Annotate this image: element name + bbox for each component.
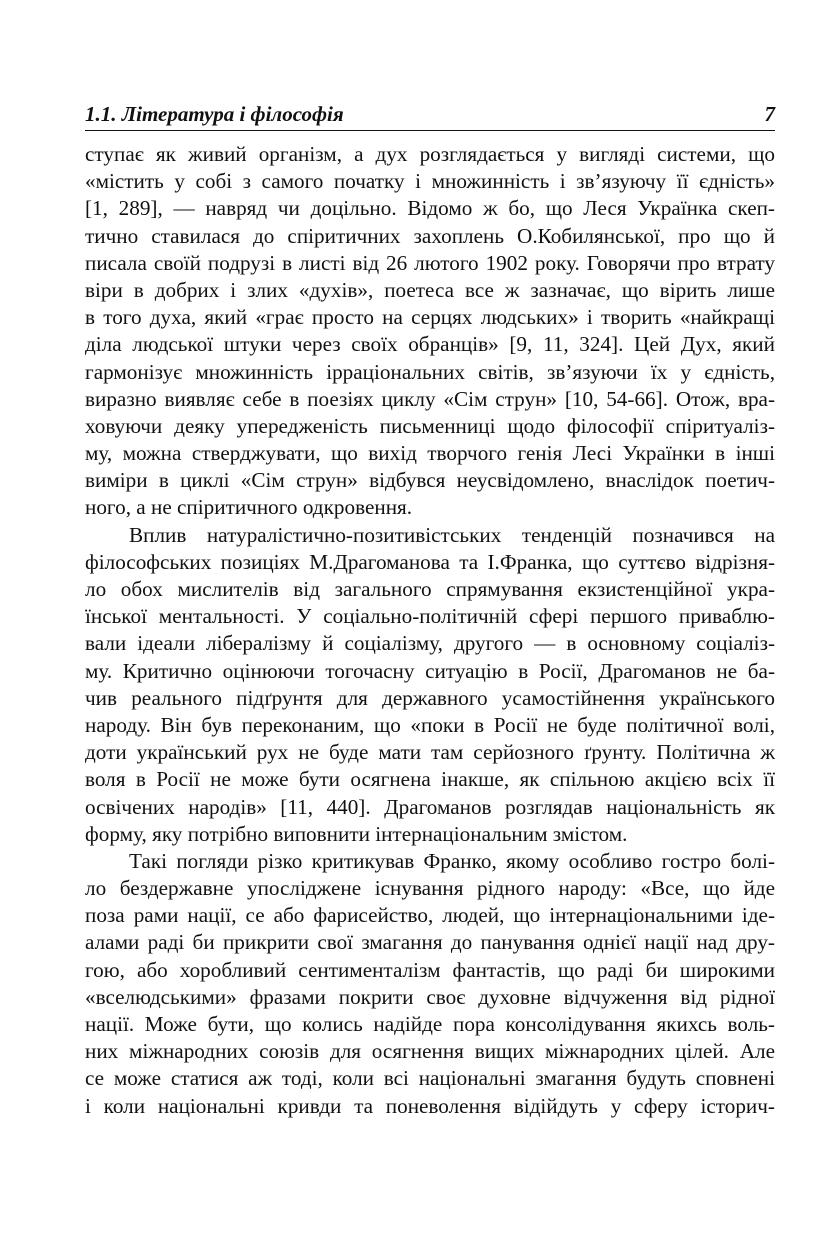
text-line: му. Критично оцінюючи тогочасну ситуацію в Росії, Драгоманов не ба- xyxy=(85,658,775,683)
text-line: гармонізує множинність ірраціональних світів, зв’язуючи їх у єдність, xyxy=(85,359,775,384)
text-line: і коли національні кривди та поневолення відійдуть у сферу історич- xyxy=(85,1093,775,1118)
section-title: 1.1. Література і філософія xyxy=(85,102,344,126)
text-line: воля в Росії не може бути осягнена інакше, як спільною акцією всіх її xyxy=(85,767,775,792)
text-line: ного, а не спіритичного одкровення. xyxy=(85,495,413,520)
text-line: Такі погляди різко критикував Франко, якому особливо гостро болі- xyxy=(129,848,775,873)
text-line: ховуючи деяку упередженість письменниці щодо філософії спіритуаліз- xyxy=(85,413,775,438)
page-number: 7 xyxy=(764,102,775,126)
text-line: доти український рух не буде мати там серйозного ґрунту. Політична ж xyxy=(85,740,775,765)
text-line: віри в добрих і злих «духів», поетеса все ж зазначає, що вірить лише xyxy=(85,277,775,302)
text-line: ло обох мислителів від загального спрямування екзистенційної укра- xyxy=(85,577,775,601)
text-line: форму, яку потрібно виповнити інтернаціональним змістом. xyxy=(85,821,628,846)
body-text xyxy=(85,141,775,1120)
text-line: чив реального підґрунтя для державного усамостійнення українського xyxy=(85,685,775,710)
text-line: тично ставилася до спіритичних захоплень О.Кобилянської, про що й xyxy=(85,223,775,248)
text-line: народу. Він був переконаним, що «поки в Росії не буде політичної волі, xyxy=(85,712,775,737)
text-line: [1, 289], — навряд чи доцільно. Відомо ж бо, що Леся Українка скеп- xyxy=(85,196,775,221)
text-line: нації. Може бути, що колись надійде пора консолідування якихсь воль- xyxy=(85,1012,775,1036)
text-line: писала своїй подрузі в листі від 26 лютого 1902 року. Говорячи про втрату xyxy=(85,250,775,275)
text-line: алами раді би прикрити свої змагання до панування однієї нації над дру- xyxy=(85,930,775,955)
text-line: філософських позиціях М.Драгоманова та І.Франка, що суттєво відрізня- xyxy=(85,549,775,574)
text-line: вали ідеали лібералізму й соціалізму, другого — в основному соціаліз- xyxy=(85,631,775,656)
text-line: них міжнародних союзів для осягнення вищих міжнародних цілей. Але xyxy=(85,1039,775,1064)
text-line: «вселюдськими» фразами покрити своє духовне відчуження від рідної xyxy=(85,984,775,1009)
text-line: їнської ментальності. У соціально-політичній сфері першого приваблю- xyxy=(85,604,775,629)
text-line: виміри в циклі «Сім струн» відбувся неусвідомлено, внаслідок поетич- xyxy=(85,468,775,493)
book-page xyxy=(85,100,775,1120)
text-line: ступає як живий організм, а дух розглядається у вигляді системи, що xyxy=(85,142,775,166)
running-header xyxy=(85,100,775,131)
text-line: му, можна стверджувати, що вихід творчого генія Лесі Українки в інші xyxy=(85,441,775,466)
text-line: в того духа, який «грає просто на серцях людських» і творить «найкращі xyxy=(85,305,775,330)
text-line: се може статися аж тоді, коли всі національні змагання будуть сповнені xyxy=(85,1066,775,1091)
text-line: діла людської штуки через своїх обранців» [9, 11, 324]. Цей Дух, який xyxy=(85,332,775,357)
text-line: Вплив натуралістично-позитивістських тенденцій позначився на xyxy=(129,522,775,547)
text-line: ло бездержавне упосліджене існування рідного народу: «Все, що йде xyxy=(85,876,775,901)
text-line: «містить у собі з самого початку і множинність і зв’язуючу її єдність» xyxy=(85,169,775,194)
text-line: виразно виявляє себе в поезіях циклу «Сім струн» [10, 54-66]. Отож, вра- xyxy=(85,386,775,411)
text-line: поза рами нації, се або фарисейство, людей, що інтернаціональними іде- xyxy=(85,903,775,928)
text-line: гою, або хоробливий сентименталізм фантастів, що раді би широкими xyxy=(85,957,775,982)
text-line: освічених народів» [11, 440]. Драгоманов розглядав національність як xyxy=(85,794,775,819)
